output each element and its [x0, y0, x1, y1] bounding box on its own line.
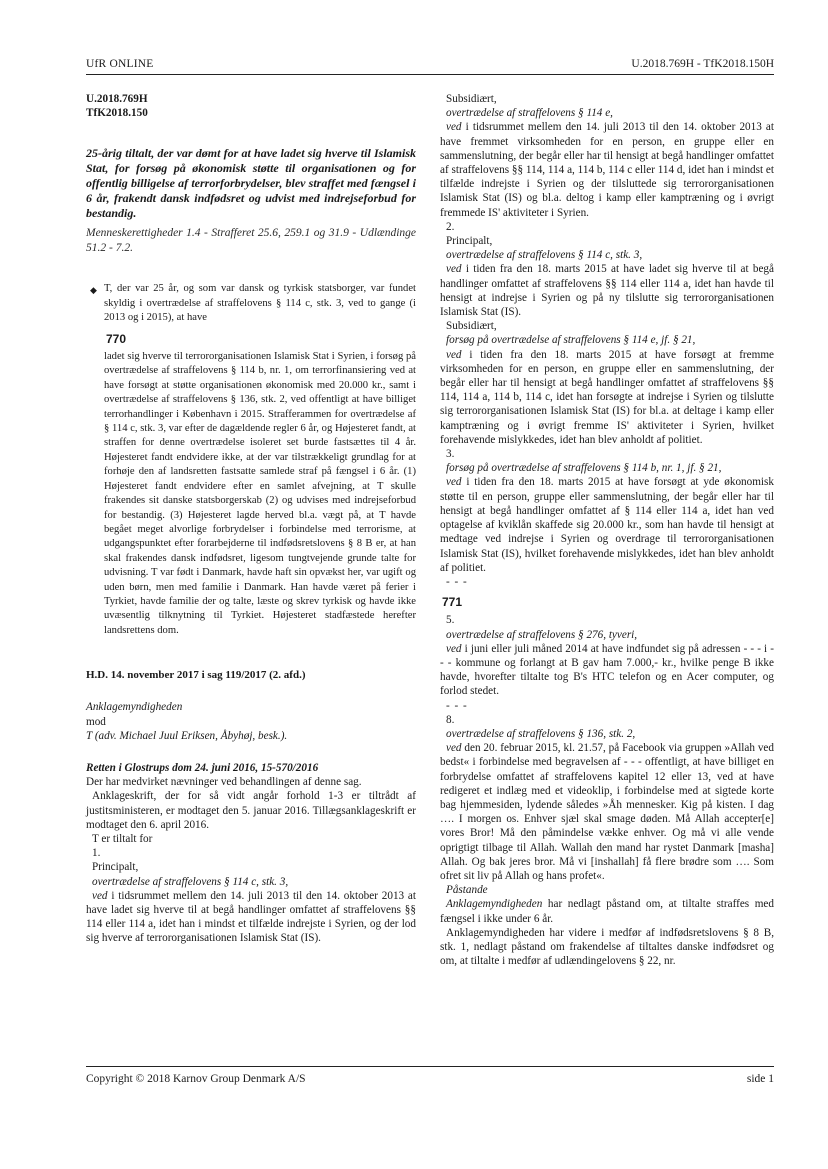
statute-reference: overtrædelse af straffelovens § 276, tyveri, — [446, 628, 638, 641]
count-number: 5. — [446, 614, 455, 627]
statute-reference: overtrædelse af straffelovens § 114 c, stk. 3, — [92, 875, 289, 888]
count-number: 1. — [92, 847, 101, 860]
count-number: 3. — [446, 448, 455, 461]
lead-word: ved — [92, 889, 108, 902]
summary-part-a: T, der var 25 år, og som var dansk og tyrkisk statsborger, var fundet skyldig i overtrædelse af straffelovens § 114 c, stk. 3, ved to gange (i 2013 og i 2015), at have — [104, 283, 416, 324]
page-indicator: side 1 — [746, 1073, 774, 1085]
paragraph-text: i tiden fra den 18. marts 2015 at have forsøgt at fremme virksomheden for en person, en gruppe eller en sammenslutning, der begår eller har til hensigt at begå handlinger omfattet af straffelovens §§ 114, 114 a, 114 b, 114 c, idet han forsøgte at indrejse i Syrien og tilslutte sig terrororganisationen Islamisk Stat (IS) for bl.a. at deltage i kamp eller kamptræning og i øvrigt fremme IS' aktiviteter i Syrien, hvilket forehavende mislykkedes, idet han blev anholdt af politiet. — [440, 348, 774, 446]
statute-reference: overtrædelse af straffelovens § 114 e, — [446, 107, 613, 120]
case-title: 25-årig tiltalt, der var dømt for at have ladet sig hverve til Islamisk Stat, for forsøg på økonomisk støtte til organisationen og for offentlig billigelse af terrorforbrydelser, blev straffet med fængsel i 6 år, frakendt dansk indfødsret og udvist med indrejseforbud for bestandig. — [86, 146, 416, 221]
statute-reference: forsøg på overtrædelse af straffelovens § 114 b, nr. 1, jf. § 21, — [446, 462, 722, 475]
left-column — [86, 92, 416, 946]
paragraph — [440, 262, 774, 319]
statute-reference: overtrædelse af straffelovens § 136, stk. 2, — [446, 727, 636, 740]
case-ref-1: U.2018.769H — [86, 93, 148, 105]
party-prosecution: Anklagemyndigheden — [86, 701, 183, 714]
paragraph — [440, 120, 774, 219]
count-number: 8. — [446, 713, 455, 726]
lead-word: ved — [446, 263, 462, 276]
lead-word: ved — [446, 742, 462, 755]
paragraph: Subsidiært, — [446, 93, 497, 105]
paragraph-text: i tiden fra den 18. marts 2015 at have ladet sig hverve til at begå handlinger omfattet af straffelovens §§ 114 eller 114 a, idet han havde til hensigt at indrejse i Syrien og på ny tilslutte sig terrororganisationen Islamisk Stat (IS). — [440, 263, 774, 319]
lead-word: ved — [446, 348, 462, 361]
paragraph — [440, 642, 774, 699]
lower-court-heading: Retten i Glostrups dom 24. juni 2016, 15-570/2016 — [86, 761, 319, 774]
summary-part-b: ladet sig hverve til terrororganisationen Islamisk Stat i Syrien, i forsøg på overtrædelse af straffelovens § 114 b, nr. 1, om terrorfinansiering ved at have forsøgt at støtte organisationen økonomisk med 20.000 kr., samt i overtrædelse af straffelovens § 136, stk. 2, ved offentligt at have billiget terrorhandlinger i København i 2015. Strafferammen for overtrædelse af § 114 c, stk. 3, var efter de dagældende regler 6 år, og Højesteret fandt, at straffen for denne overtrædelse isoleret set burde fastsættes til 4 år. Højesteret fandt endvidere ikke, at der var tilstrækkeligt grundlag for at forhøje den af landsretten fastsatte samlede straf på fængsel i 6 år. (1) Højesteret fandt endvidere efter en samlet afvejning, at T skulle frakendes sit danske statsborgerskab (2) og udvises med indrejseforbud for bestandig. (3) Højesteret lagde herved bl.a. vægt på, at T havde begået meget alvorlige forbrydelser i forbindelse med terrorisme, at udgangspunktet efter forarbejderne til indfødsretslovens § 8 B er, at han skal frakendes dansk indfødsret, ligesom tungtvejende grunde talte for udvisning. T var født i Danmark, havde haft sin opvækst her, var ugift og uden børn, men med familie i Danmark. Han havde været på ferier i Tyrkiet, havde familie der og talte, læste og skrev tyrkisk og havde ikke uvæsentlig tilknytning til Tyrkiet. Højesteret stadfæstede herefter landsrettens dom. — [104, 351, 416, 636]
lead-word: ved — [446, 121, 462, 134]
bullet-icon: ◆ — [90, 285, 97, 296]
versus-text: mod — [86, 715, 106, 728]
lead-word: ved — [446, 476, 462, 489]
paragraph — [440, 741, 774, 883]
copyright-text: Copyright © 2018 Karnov Group Denmark A/S — [86, 1073, 306, 1085]
party-defendant: T (adv. Michael Juul Eriksen, Åbyhøj, besk.). — [86, 729, 288, 742]
paragraph: T er tiltalt for — [92, 832, 153, 845]
statute-reference: forsøg på overtrædelse af straffelovens § 114 e, jf. § 21, — [446, 334, 696, 347]
judgment-heading: H.D. 14. november 2017 i sag 119/2017 (2. afd.) — [86, 669, 306, 682]
paragraph: Der har medvirket nævninger ved behandlingen af denne sag. — [86, 776, 362, 789]
running-header — [86, 56, 774, 75]
keywords: Menneskerettigheder 1.4 - Strafferet 25.6, 259.1 og 31.9 - Udlændinge 51.2 - 7.2. — [86, 227, 416, 255]
lead-word: ved — [446, 642, 462, 655]
paragraph — [440, 897, 774, 925]
paragraph: Principalt, — [92, 861, 139, 874]
paragraph: Principalt, — [446, 235, 493, 248]
page-footer — [86, 1066, 774, 1085]
statute-reference: overtrædelse af straffelovens § 114 c, stk. 3, — [446, 249, 643, 262]
lead-word: Anklagemyndigheden — [446, 898, 543, 911]
paragraph-text: den 20. februar 2015, kl. 21.57, på Facebook via gruppen »Allah ved bedst« i forbindelse med begravelsen af - - - offentligt, at have billiget en forbrydelse omfattet af straffelovens kapitel 12 eller 13, ved at have redigeret et indlæg med et videoklip, i forbindelse med at sigtede korte bag hjemmesiden, lydende således »Åh mennesker. Kig på kisten. I dag …. I morgen os. Enhver sjæl skal smage døden. Må Allah accepter[e] vores Bror! Må den påmindelse vække enhver. Og må vi alle vende oprigtigt tilbage til Allah. Wallah den mand har rystet Danmark [masha] Allah. Og bak jeres bror. Må vi [inshallah] få flere brødre som …. Som ofret sit liv på Allah og hans profet«. — [440, 742, 774, 882]
header-left: UfR ONLINE — [86, 58, 154, 70]
section-heading: Påstande — [446, 884, 488, 897]
count-number: 2. — [446, 220, 455, 233]
paragraph — [440, 475, 774, 574]
paragraph — [440, 348, 774, 447]
paragraph — [86, 889, 416, 946]
omission-separator: - - - — [446, 699, 468, 712]
page-number-770: 770 — [106, 331, 127, 346]
right-column — [440, 92, 774, 968]
omission-separator: - - - — [446, 575, 468, 588]
page-number-771: 771 — [442, 595, 463, 610]
paragraph-text: i tidsrummet mellem den 14. juli 2013 til den 14. oktober 2013 at have fremmet virksomheden for en person, en gruppe eller en sammenslutning, der begår eller har til hensigt at begå handlinger omfattet af straffelovens §§ 114, 114 a, 114 b, 114 c eller 114 d, idet han i mindst et tilfælde indrejste i Syrien og der tilsluttede sig terrororganisationen Islamisk Stat (IS) og bl.a. deltog i kamp eller kamptræning og i øvrigt fremmede IS' aktiviteter i Syrien. — [440, 121, 774, 219]
paragraph: Anklageskrift, der for så vidt angår forhold 1-3 er tiltrådt af justitsministeren, er modtaget den 5. januar 2016. Tillægsanklageskrift er modtaget den 6. april 2016. — [86, 790, 416, 831]
paragraph-text: i tidsrummet mellem den 14. juli 2013 til den 14. oktober 2013 at have ladet sig hverve til at begå handlinger omfattet af straffelovens §§ 114 eller 114 a, idet han i mindst et tilfælde indrejste i Syrien, og der lod sig hverve af terrororganisationen Islamisk Stat (IS). — [86, 889, 416, 945]
paragraph-text: i juni eller juli måned 2014 at have indfundet sig på adressen - - - i - - - kommune og forlangt at B gav ham 7.000,- kr., hvilke penge B ikke havde, hvorefter tiltalte tog B's HTC telefon og en Acer computer, og forlod stedet. — [440, 642, 774, 698]
paragraph-text: har nedlagt påstand om, at tiltalte straffes med fængsel i ikke under 6 år. — [440, 898, 774, 925]
paragraph-text: i tiden fra den 18. marts 2015 at have forsøgt at yde økonomisk støtte til en person, gruppe eller sammenslutning, der begår eller har til hensigt at begå handlinger omfattet af § 114 eller 114 a, idet han ved optagelse af kviklån skaffede sig 20.000 kr., som han havde til hensigt at medtage ved indrejse i Syrien og overdrage til terrororganisationen Islamisk Stat (IS), hvilket forehavende mislykkedes, idet han blev anholdt af politiet. — [440, 476, 774, 574]
case-ref-2: TfK2018.150 — [86, 107, 148, 120]
header-right: U.2018.769H - TfK2018.150H — [631, 58, 774, 70]
paragraph: Anklagemyndigheden har videre i medfør af indfødsretslovens § 8 B, stk. 1, nedlagt påstand om frakendelse af tiltaltes danske indfødsret og om, at tiltalte i medfør af udlændingelovens § 22, nr. — [440, 926, 774, 968]
paragraph: Subsidiært, — [446, 320, 497, 333]
case-summary — [86, 282, 416, 638]
